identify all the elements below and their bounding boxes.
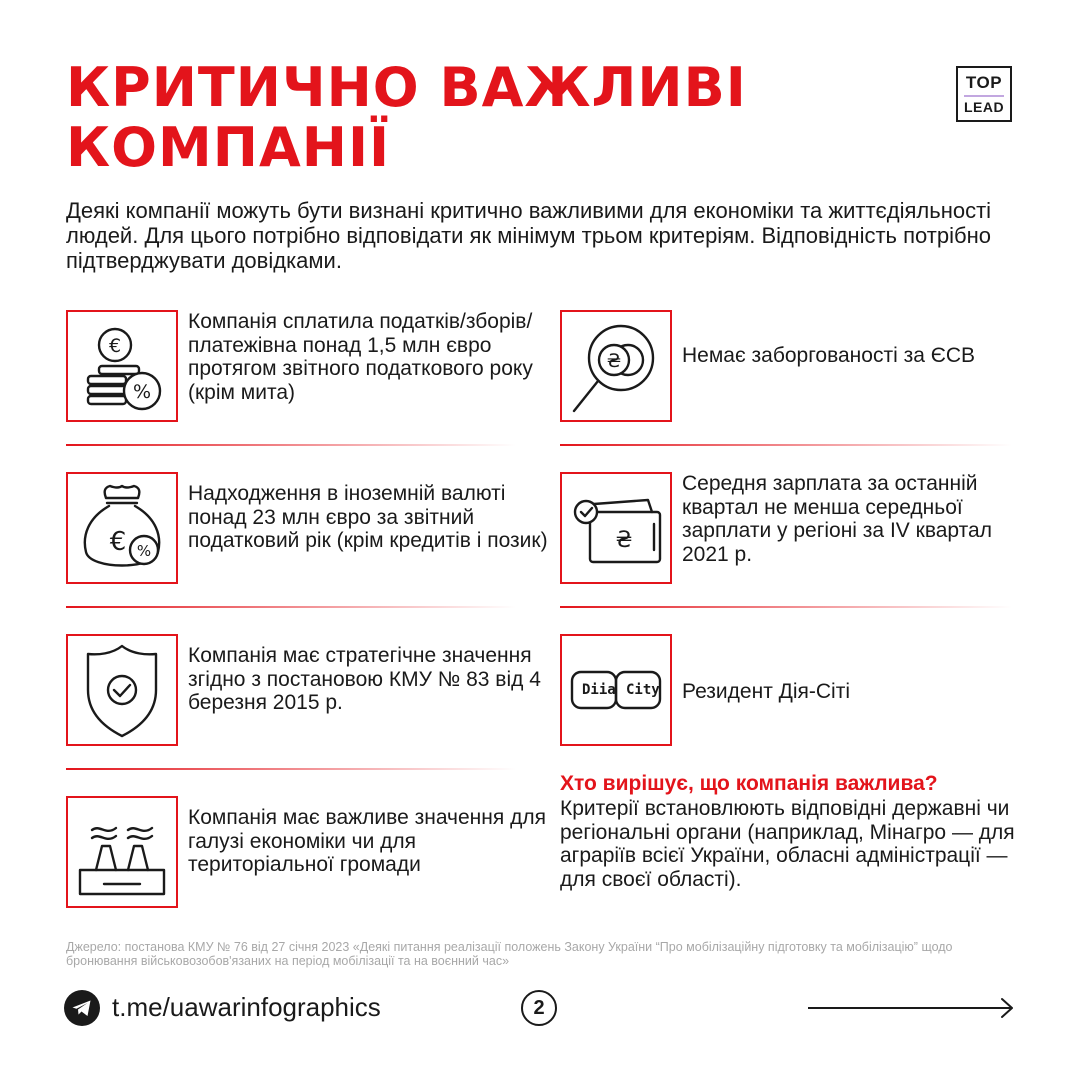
page-title bbox=[66, 58, 926, 178]
svg-text:€: € bbox=[109, 527, 127, 557]
logo-divider bbox=[964, 95, 1004, 97]
page-number: 2 bbox=[521, 990, 557, 1026]
wallet-check-icon bbox=[560, 472, 672, 584]
svg-text:₴: ₴ bbox=[615, 528, 633, 553]
criterion-foreign-currency-text: Надходження в іноземній валюті понад 23 млн євро за звітний податковий рік (крім кредитів і позик) bbox=[188, 482, 548, 552]
question-body: Критерії встановлюють відповідні державні чи регіональні органи (наприклад, Мінагро — для аграріїв всієї України, обласні адміністрації — для своєї області). bbox=[560, 797, 1015, 891]
criterion-industry-text: Компанія має важливе значення для галузі економіки чи для територіальної громади bbox=[188, 806, 546, 876]
svg-text:%: % bbox=[136, 542, 152, 560]
magnifier-coins-icon bbox=[560, 310, 672, 422]
telegram-link[interactable]: t.me/uawarinfographics bbox=[112, 992, 381, 1022]
logo-top-text: TOP bbox=[965, 73, 1003, 92]
svg-text:€: € bbox=[108, 335, 122, 357]
diia-logo-text: Diia bbox=[582, 682, 616, 698]
shield-check-icon bbox=[66, 634, 178, 746]
svg-text:₴: ₴ bbox=[606, 350, 622, 372]
coins-tax-icon bbox=[66, 310, 178, 422]
criterion-diia-city-text: Резидент Дія-Сіті bbox=[682, 680, 851, 703]
question-title: Хто вирішує, що компанія важлива? bbox=[560, 772, 938, 795]
telegram-icon[interactable] bbox=[64, 990, 100, 1026]
city-logo-text: City bbox=[626, 682, 660, 698]
top-lead-logo bbox=[956, 66, 1012, 122]
criterion-strategic-text: Компанія має стратегічне значення згідно з постановою КМУ № 83 від 4 березня 2015 р. bbox=[188, 644, 541, 714]
separator bbox=[560, 444, 1012, 446]
money-bag-euro-icon bbox=[66, 472, 178, 584]
arrow-right-icon[interactable] bbox=[806, 996, 1016, 1020]
svg-text:%: % bbox=[132, 381, 152, 403]
source-note: Джерело: постанова КМУ № 76 від 27 січня 2023 «Деякі питання реалізації положень Закону України “Про мобілізаційну підготовку та мобілізацію” щодо бронювання військовозобов'язаних на період мобілізації та на воєнний час» bbox=[66, 940, 953, 968]
criterion-no-debt-text: Немає заборгованості за ЄСВ bbox=[682, 344, 975, 367]
title-line-2: КОМПАНІЇ bbox=[66, 116, 391, 179]
separator bbox=[66, 768, 516, 770]
diia-city-icon bbox=[560, 634, 672, 746]
intro-paragraph: Деякі компанії можуть бути визнані критично важливими для економіки та життєдіяльності людей. Для цього потрібно відповідати як мінімум трьом критеріям. Відповідність потрібно підтверджувати довідками. bbox=[66, 198, 992, 273]
factory-icon bbox=[66, 796, 178, 908]
separator bbox=[560, 606, 1012, 608]
criterion-taxes-text: Компанія сплатила податків/зборів/платежівна понад 1,5 млн євро протягом звітного податкового року (крім мита) bbox=[188, 310, 533, 404]
separator bbox=[66, 444, 516, 446]
criterion-salary-text: Середня зарплата за останній квартал не менша середньої зарплати у регіоні за IV квартал 2021 р. bbox=[682, 472, 992, 566]
separator bbox=[66, 606, 516, 608]
title-line-1: КРИТИЧНО ВАЖЛИВІ bbox=[66, 56, 747, 119]
logo-bottom-text: LEAD bbox=[963, 99, 1005, 115]
